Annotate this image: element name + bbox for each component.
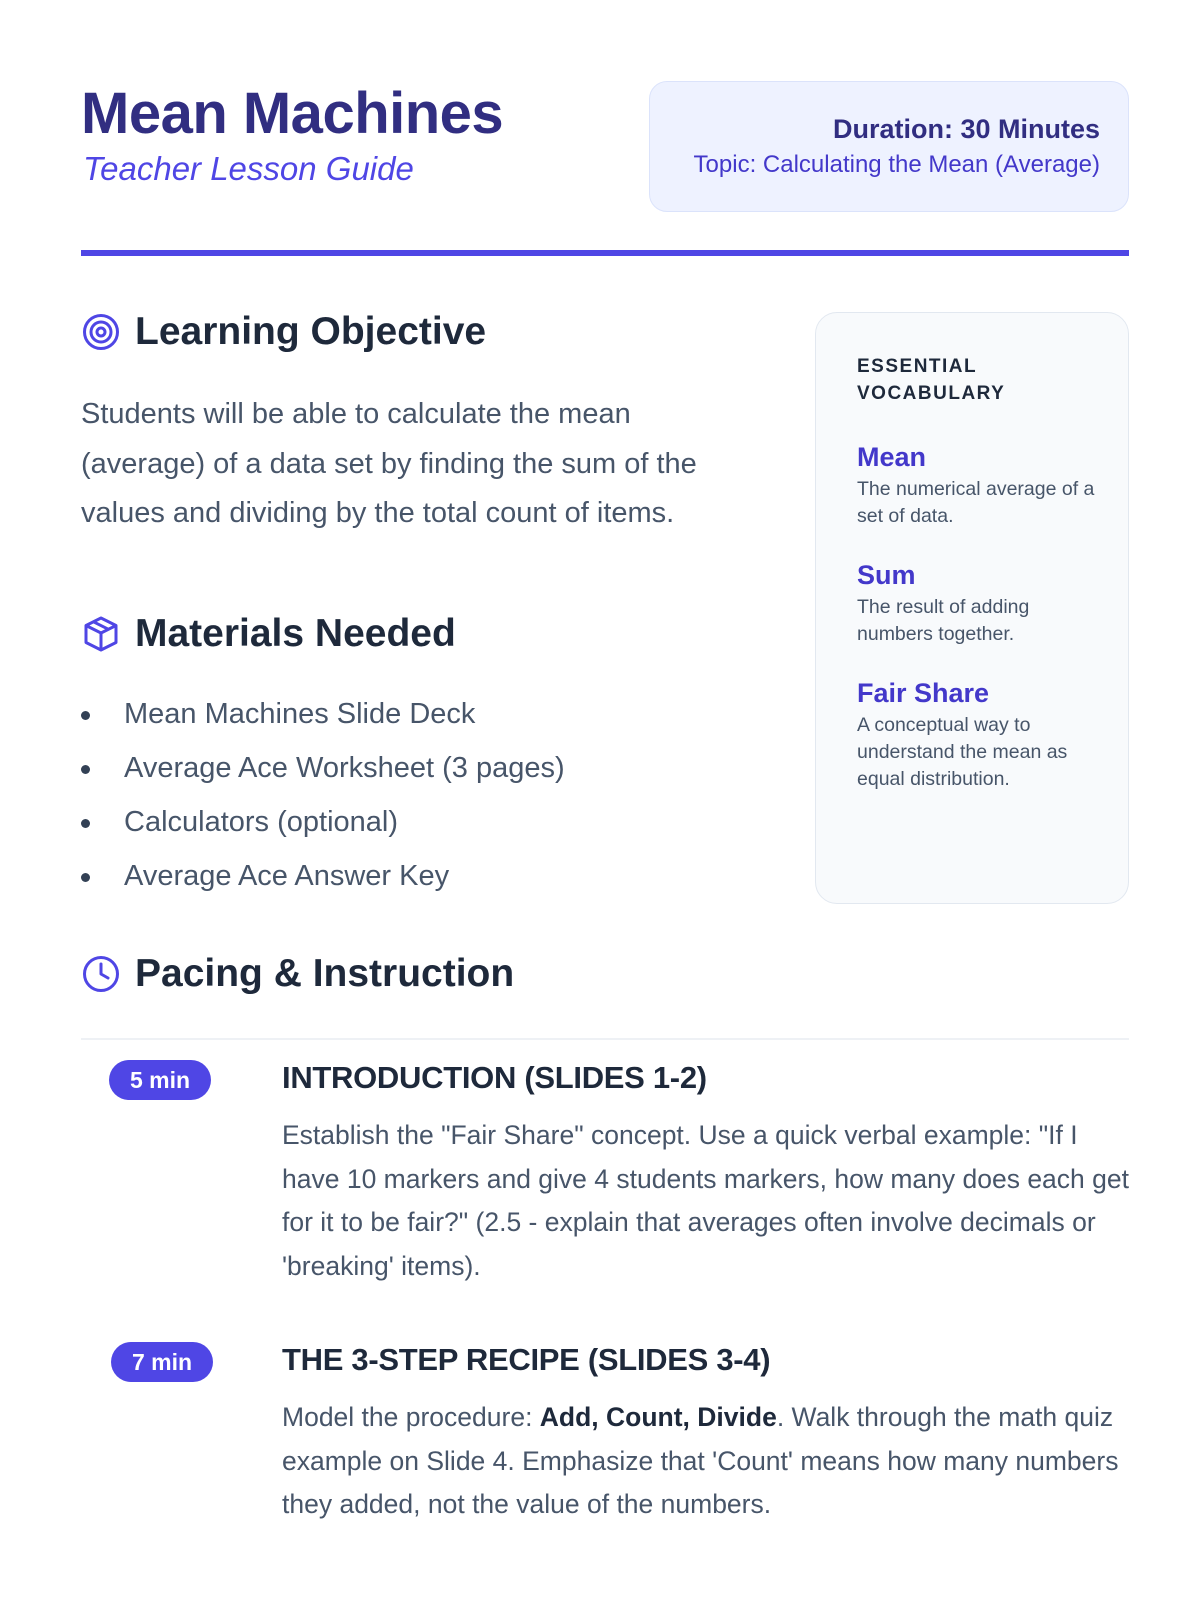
objective-heading [81,310,486,354]
vocabulary-item [857,676,1098,793]
vocabulary-heading: ESSENTIAL VOCABULARY [857,356,1006,404]
step-description-emphasis: Add, Count, Divide [539,1402,777,1432]
vocabulary-card [815,312,1129,904]
box-icon [81,614,121,654]
objective-text: Students will be able to calculate the mean (average) of a data set by finding the sum of the values and dividing by the total count of items. [81,398,697,529]
materials-list [81,696,565,912]
pacing-divider [81,1038,1129,1040]
objective-heading-label: Learning Objective [135,310,487,353]
header [81,0,1129,262]
list-item: Mean Machines Slide Deck [81,696,565,750]
vocabulary-definition: The result of adding numbers together. [857,596,1030,645]
step-title: INTRODUCTION (SLIDES 1-2) [282,1060,707,1095]
lesson-guide-page [81,0,1129,1519]
step-description: Establish the "Fair Share" concept. Use a quick verbal example: "If I have 10 markers and give 4 students markers, how many does each get for it to be fair?" (2.5 - explain that averages often involve decimals or 'breaking' items). [282,1120,1129,1281]
page-subtitle: Teacher Lesson Guide [83,150,414,187]
vocabulary-definition: A conceptual way to understand the mean as equal distribution. [857,714,1068,790]
pacing-heading [81,952,514,996]
topic-label: Topic: Calculating the Mean (Average) [693,151,1100,178]
step-title: THE 3-STEP RECIPE (SLIDES 3-4) [282,1342,771,1377]
clock-icon [81,954,121,994]
vocabulary-item [857,440,1098,530]
step-description-text: Model the procedure: [282,1402,540,1432]
pacing-heading-label: Pacing & Instruction [135,952,515,995]
materials-heading-label: Materials Needed [135,612,456,655]
target-icon [81,312,121,352]
list-item: Average Ace Worksheet (3 pages) [81,750,565,804]
step-description [282,1396,1132,1527]
list-item: Average Ace Answer Key [81,858,565,912]
vocabulary-term: Mean [857,442,927,472]
list-item: Calculators (optional) [81,804,565,858]
step-description-text: . Walk through the math quiz example on Slide 4. Emphasize that 'Count' means how many numbers they added, not the value of the numbers. [282,1402,1119,1519]
time-badge: 7 min [111,1342,213,1382]
time-badge: 5 min [109,1060,211,1100]
vocabulary-item [857,558,1098,648]
duration-label: Duration: 30 Minutes [832,114,1100,144]
page-title: Mean Machines [81,81,504,146]
header-divider [81,250,1129,256]
materials-heading [81,612,456,656]
vocabulary-definition: The numerical average of a set of data. [857,478,1095,527]
lesson-info-card [649,81,1129,212]
vocabulary-term: Fair Share [857,678,990,708]
vocabulary-term: Sum [857,560,916,590]
